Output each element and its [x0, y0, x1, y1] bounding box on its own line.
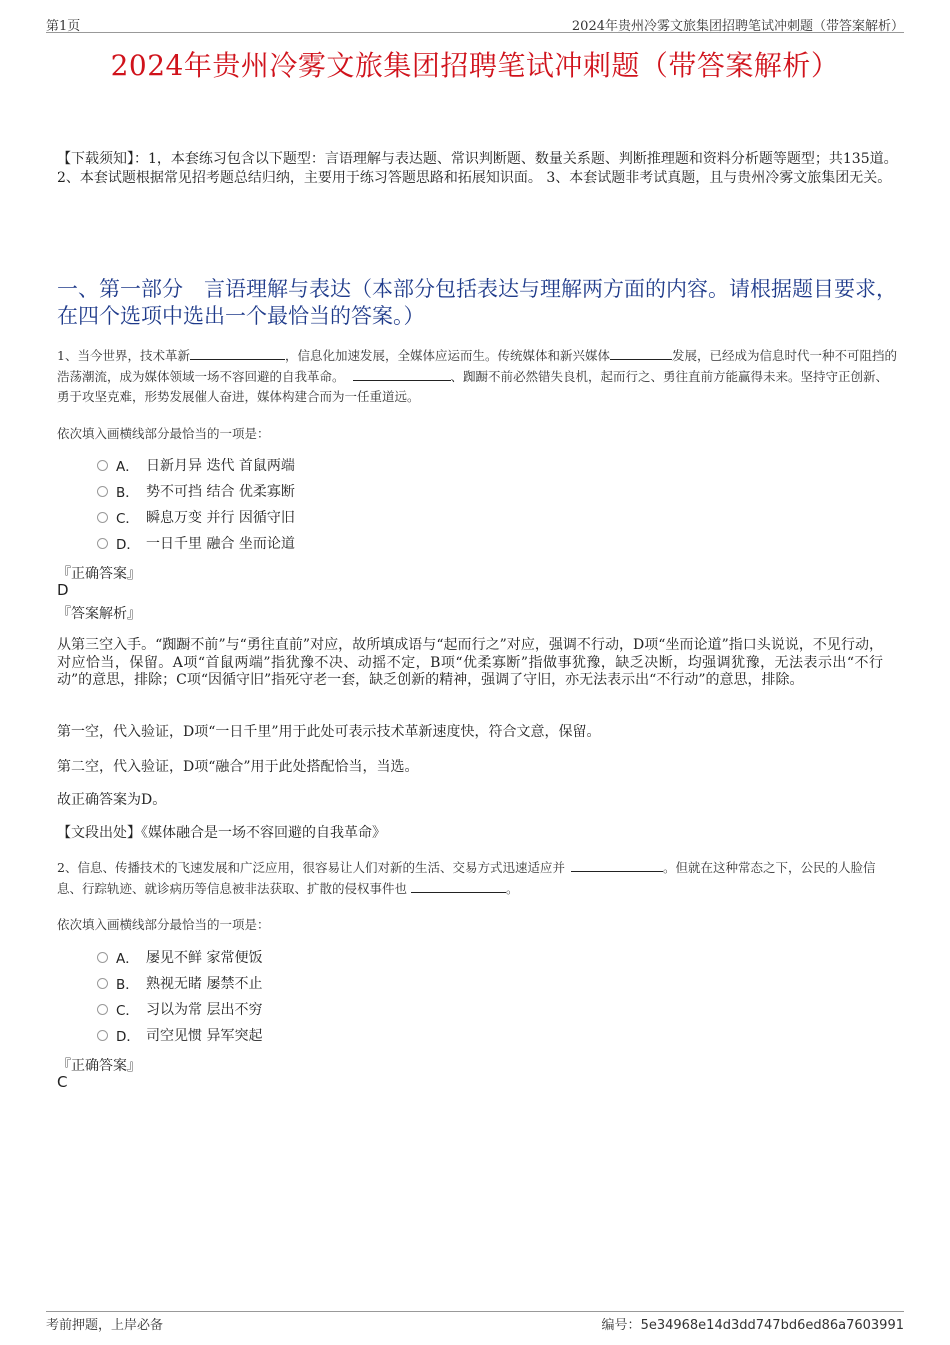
question-1-text-2: ，信息化加速发展，全媒体应运而生。传统媒体和新兴媒体 [284, 348, 610, 363]
header-divider [46, 32, 904, 33]
question-2-prompt: 依次填入画横线部分最恰当的一项是： [57, 917, 270, 932]
question-1-text-4: 、踟蹰不前必然错失良机，起而行之、勇往直前方能赢得未来。坚持守正创新、勇于攻坚克难，形势发展催人奋进，媒体构建合而为一任重道远。 [57, 368, 889, 404]
document-title: 2024年贵州冷雾文旅集团招聘笔试冲刺题（带答案解析） [110, 49, 840, 82]
radio-icon[interactable] [97, 512, 108, 523]
question-1-analysis-label: 『答案解析』 [57, 606, 141, 622]
question-2-option-a[interactable]: A． 屡见不鲜 家常便饭 [97, 947, 262, 967]
question-1-analysis-paragraph: 第一空，代入验证，D项“一日千里”用于此处可表示技术革新速度快，符合文意，保留。 [57, 724, 601, 740]
question-1-option-c[interactable]: C． 瞬息万变 并行 因循守旧 [97, 507, 295, 527]
question-2-text-3: 。 [506, 880, 519, 896]
question-1-option-d[interactable]: D． 一日千里 融合 坐而论道 [97, 533, 295, 553]
question-1-blank-3 [353, 367, 451, 381]
question-1-blank-2 [610, 346, 672, 360]
page-number: 第1页 [46, 19, 81, 34]
radio-icon[interactable] [97, 486, 108, 497]
question-1-option-b[interactable]: B． 势不可挡 结合 优柔寡断 [97, 481, 295, 501]
question-1-source: 【文段出处】《媒体融合是一场不容回避的自我革命》 [57, 825, 386, 841]
question-1-analysis-paragraph: 故正确答案为D。 [57, 792, 167, 808]
question-1-option-a[interactable]: A． 日新月异 迭代 首鼠两端 [97, 455, 295, 475]
radio-icon[interactable] [97, 1030, 108, 1041]
question-2-text-2: 。但就在这种常态之下，公民的人脸信息、行踪轨迹、就诊病历等信息被非法获取、扩散的侵权事件也 [57, 860, 876, 896]
footer-divider [46, 1311, 904, 1312]
question-2-text-1: 2、信息、传播技术的飞速发展和广泛应用，很容易让人们对新的生活、交易方式迅速适应并 [57, 860, 565, 875]
radio-icon[interactable] [97, 460, 108, 471]
question-1-blank-1 [190, 346, 285, 360]
question-2-option-b[interactable]: B． 熟视无睹 屡禁不止 [97, 973, 262, 993]
question-1-text-3: 发展，已经成为信息时代一种不可阻挡的浩荡潮流，成为媒体领域一场不容回避的自我革命。 [57, 348, 897, 384]
question-2-answer-label: 『正确答案』 [57, 1058, 141, 1074]
footer-code-value: 5e34968e14d3dd747bd6ed86a7603991 [640, 1318, 904, 1333]
footer-code [602, 1314, 904, 1333]
question-2-option-c[interactable]: C． 习以为常 层出不穷 [97, 999, 262, 1019]
section-heading: 一、第一部分 言语理解与表达（本部分包括表达与理解两方面的内容。请根据题目要求，在四个选项中选出一个最恰当的答案。） [57, 277, 897, 328]
question-1-text-1: 1、当今世界，技术革新 [57, 348, 190, 363]
radio-icon[interactable] [97, 978, 108, 989]
radio-icon[interactable] [97, 952, 108, 963]
question-2-option-d[interactable]: D． 司空见惯 异军突起 [97, 1025, 262, 1045]
question-1-stem [57, 346, 899, 408]
radio-icon[interactable] [97, 538, 108, 549]
download-notice: 【下载须知】：1，本套练习包含以下题型：言语理解与表达题、常识判断题、数量关系题、判断推理题和资料分析题等题型；共135道。 2、本套试题根据常见招考题总结归纳，主要用于练习答题思路和拓展知识面。 3、本套试题非考试真题，且与贵州冷雾文旅集团无关。 [57, 151, 898, 186]
question-2-blank-2 [411, 879, 506, 893]
question-1-analysis-paragraph: 第二空，代入验证，D项“融合”用于此处搭配恰当，当选。 [57, 759, 419, 775]
question-1-answer: D [57, 581, 69, 599]
question-2-blank-1 [571, 858, 663, 872]
radio-icon[interactable] [97, 1004, 108, 1015]
question-1-answer-label: 『正确答案』 [57, 566, 141, 582]
question-2-answer: C [57, 1073, 68, 1091]
footer-slogan: 考前押题，上岸必备 [46, 1318, 164, 1333]
question-2-stem [57, 858, 899, 899]
footer-code-label: 编号： [601, 1318, 641, 1333]
question-1-analysis-paragraph: 从第三空入手。“踟蹰不前”与“勇往直前”对应，故所填成语与“起而行之”对应，强调不行动，D项“坐而论道”指口头说说，不见行动，对应恰当，保留。A项“首鼠两端”指犹豫不决、动摇不定，B项“优柔寡断”指做事犹豫，缺乏决断，均强调犹豫，无法表示出“不行动”的意思，排除；C项“因循守旧”指死守老一套，缺乏创新的精神，强调了守旧，亦无法表示出“不行动”的意思，排除。 [57, 637, 883, 688]
running-header-title: 2024年贵州冷雾文旅集团招聘笔试冲刺题（带答案解析） [571, 19, 904, 34]
question-1-prompt: 依次填入画横线部分最恰当的一项是： [57, 426, 270, 441]
